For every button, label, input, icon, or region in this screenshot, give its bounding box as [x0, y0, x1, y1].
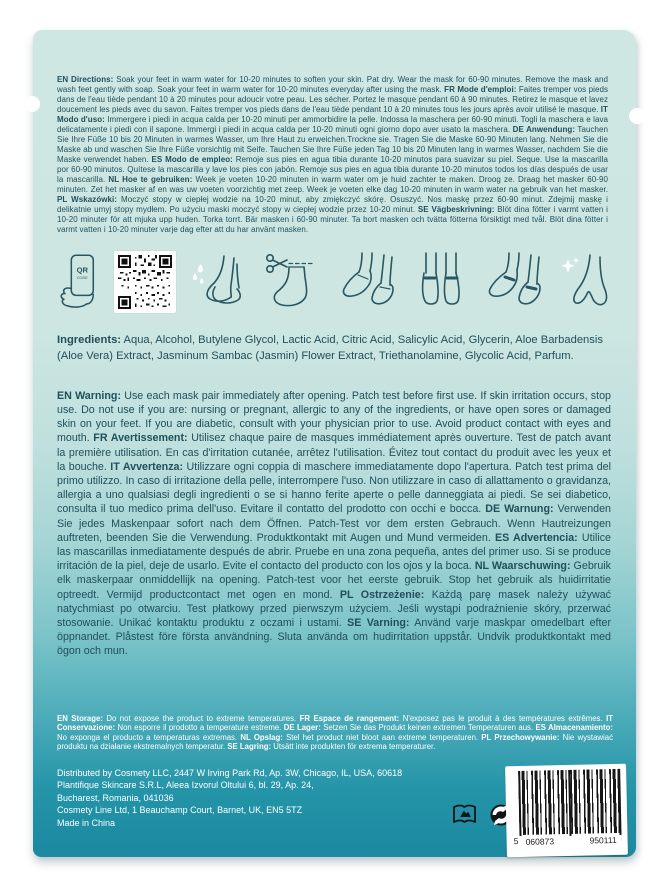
scissors-cut-mask-icon: [263, 251, 323, 313]
sparkle-smooth-feet-icon: [558, 251, 614, 313]
ingredients-text: Ingredients: Aqua, Alcohol, Butylene Glycol, Lactic Acid, Citric Acid, Salicylic Acid, Glycerin, Aloe Barbadensis (Aloe Vera) Extract, Jasminum Sambac (Jasmin) Flower Extract, Triethanolamine, Glycolic Acid, Parfum.: [57, 334, 603, 362]
address-line: Plantifique Skincare S.R.L, Aleea Izvorul Oltului 6, bl. 29, Ap. 24,: [57, 780, 314, 791]
wear-mask-socks-icon: [413, 251, 469, 313]
packaging-symbols: [452, 804, 512, 831]
hand-phone-qr-icon: [57, 251, 99, 313]
tear-notch-left: [24, 96, 40, 112]
remove-mask-socks-icon: [483, 251, 543, 313]
usage-icons-row: [57, 246, 614, 318]
svg-text:QR: QR: [76, 265, 89, 275]
put-on-mask-socks-icon: [338, 251, 398, 313]
ean-barcode: [505, 764, 628, 858]
soak-feet-water-drops-icon: [190, 252, 248, 312]
consult-leaflet-icon: [452, 804, 477, 831]
distributor-address-block: [57, 767, 497, 829]
address-line: Bucharest, Romania, 041036: [57, 792, 174, 803]
barcode-bars: [518, 769, 621, 835]
qr-code-icon: [114, 251, 176, 313]
foot-mask-sachet-back: [33, 30, 636, 857]
svg-text:CODE: CODE: [76, 276, 88, 281]
storage-text: EN Storage: Do not expose the product to extreme temperatures. FR Espace de rangement: N'exposez pas le produit à des températures extrêmes. IT Conservazione: Non esporre il prodotto a temperature estreme. DE Lager: Setzen Sie das Produkt keinen extremen Temperaturen aus. ES Almacenamiento: No exponga el producto a temperaturas extremas. NL Opslag: Stel het product niet bloot aan extreme temperaturen. PL Przechowywanie: Nie wystawiać produktu na działanie ekstremalnych temperatur. SE Lagring: Utsätt inte produkten för extrema temperaturer.: [57, 713, 614, 752]
tear-notch-right: [629, 108, 645, 124]
address-line: Cosmety Line Ltd, 1 Beauchamp Court, Barnet, UK, EN5 5TZ: [57, 805, 303, 816]
barcode-number: 5 060873 950111: [513, 835, 622, 847]
address-line: Made in China: [57, 817, 116, 828]
directions-text: EN Directions: Soak your feet in warm water for 10-20 minutes to soften your skin. Pat dry. Wear the mask for 60-90 minutes. Remove the mask and wash feet gently with soap. Soak your feet in warm water for 10-20 minutes everyday after using the mask. FR Mode d'emploi: Faites tremper vos pieds dans de l'eau tiède pendant 10 à 20 minutes pour adoucir votre peau. Les sécher. Portez le masque pendant 60 à 90 minutes. Retirez le masque et lavez doucement les pieds avec du savon. Faites tremper vos pieds dans de l'eau tiède pendant 10 à 20 minutes tous les jours après avoir utilisé le masque. IT Modo d'uso: Immergere i piedi in acqua calda per 10-20 minuti per ammorbidire la pelle. Indossa la maschera per 60-90 minuti. Togli la maschera e lava delicatamente i piedi con il sapone. Immergi i piedi in acqua calda per 10-20 minuti ogni giorno dopo aver usato la maschera. DE Anwendung: Tauchen Sie Ihre Füße 10 bis 20 Minuten in warmes Wasser, um Ihre Haut zu erweichen.Trockne sie. Tragen Sie die Maske 60-90 Minuten lang. Nehmen Sie die Maske ab und waschen Sie Ihre Füße vorsichtig mit Seife. Tauchen Sie Ihre Füße jeden Tag 10 bis 20 Minuten lang in warmes Wasser, nachdem Sie die Maske verwendet haben. ES Modo de empleo: Remoje sus pies en agua tibia durante 10-20 minutos para suavizar su piel. Seque. Use la mascarilla por 60-90 minutos. Quítese la mascarilla y lave los pies con jabón. Remoje sus pies en agua tibia durante 10-20 minutos todos los días después de usar la mascarilla. NL Hoe te gebruiken: Week je voeten 10-20 minuten in warm water om je huid zachter te maken. Droog ze. Draag het masker 60-90 minuten. Zet het masker af en was uw voeten voorzichtig met zeep. Week je voeten elke dag 10-20 minuten in warm water na gebruik van het masker. PL Wskazówki: Moczyć stopy w ciepłej wodzie na 10-20 minut, aby zmiękczyć skórę. Osuszyć. Nos maskę przez 60-90 minut. Zdejmij maskę i delikatnie umyj stopy mydłem. Po użyciu maski moczyć stopy w ciepłej wodzie przez 10-20 minut. SE Vägbeskrivning: Blöt dina fötter i varmt vatten i 10-20 minuter för att mjuka upp huden. Torka torrt. Bär masken i 60-90 minuter. Ta bort masken och tvätta fötterna försiktigt med tvål. Blöt dina fötter i varmt vatten i 10-20 minuter varje dag efter att du har använt masken.: [57, 75, 609, 234]
warning-text: EN Warning: Use each mask pair immediately after opening. Patch test before first use. If skin irritation occurs, stop use. Do not use if you are: nursing or pregnant, allergic to any of the ingredients, or have open sores or damaged skin on your feet. If you are diabetic, consult with your physician prior to use. Avoid product contact with eyes and mouth. FR Avertissement: Utilisez chaque paire de masques immédiatement après ouverture. Test de patch avant la première utilisation. En cas d'irritation cutanée, arrêtez l'utilisation. Évitez tout contact du produit avec les yeux et la bouche. IT Avvertenza: Utilizzare ogni coppia di maschere immediatamente dopo l'apertura. Patch test prima del primo utilizzo. In caso di irritazione della pelle, interrompere l'uso. Non utilizzare in caso di allattamento o gravidanza, allergia a uno qualsiasi degli ingredienti o se si hanno ferite aperte o pelle danneggiata ai piedi. Se sei diabetico, consulta il tuo medico prima dell'uso. Evitare il contatto del prodotto con occhi e bocca. DE Warnung: Verwenden Sie jedes Maskenpaar sofort nach dem Öffnen. Patch-Test vor dem ersten Gebrauch. Wenn Hautreizungen auftreten, beenden Sie die Verwendung. Produktkontakt mit Augen und Mund vermeiden. ES Advertencia: Utilice las mascarillas inmediatamente después de abrir. Pruebe en una zona pequeña, antes del primer uso. Si se produce irritación de la piel, deje de usarlo. Evite el contacto del producto con los ojos y la boca. NL Waarschuwing: Gebruik elk maskerpaar onmiddellijk na opening. Patch-test voor het eerste gebruik. Stop het gebruik als huidirritatie optreedt. Vermijd productcontact met ogen en mond. PL Ostrzeżenie: Każdą parę masek należy używać natychmiast po otwarciu. Test płatkowy przed pierwszym użyciem. Jeśli wystąpi podrażnienie skóry, przerwać stosowanie. Unikać kontaktu produktu z oczami i ustami. SE Varning: Använd varje maskpar omedelbart efter öppnandet. Plåstest före första användning. Sluta använda om hudirritation uppstår. Undvik produktkontakt med ögon och mun.: [57, 389, 612, 658]
address-line: Distributed by Cosmety LLC, 2447 W Irving Park Rd, Ap. 3W, Chicago, IL, USA, 60618: [57, 768, 403, 778]
